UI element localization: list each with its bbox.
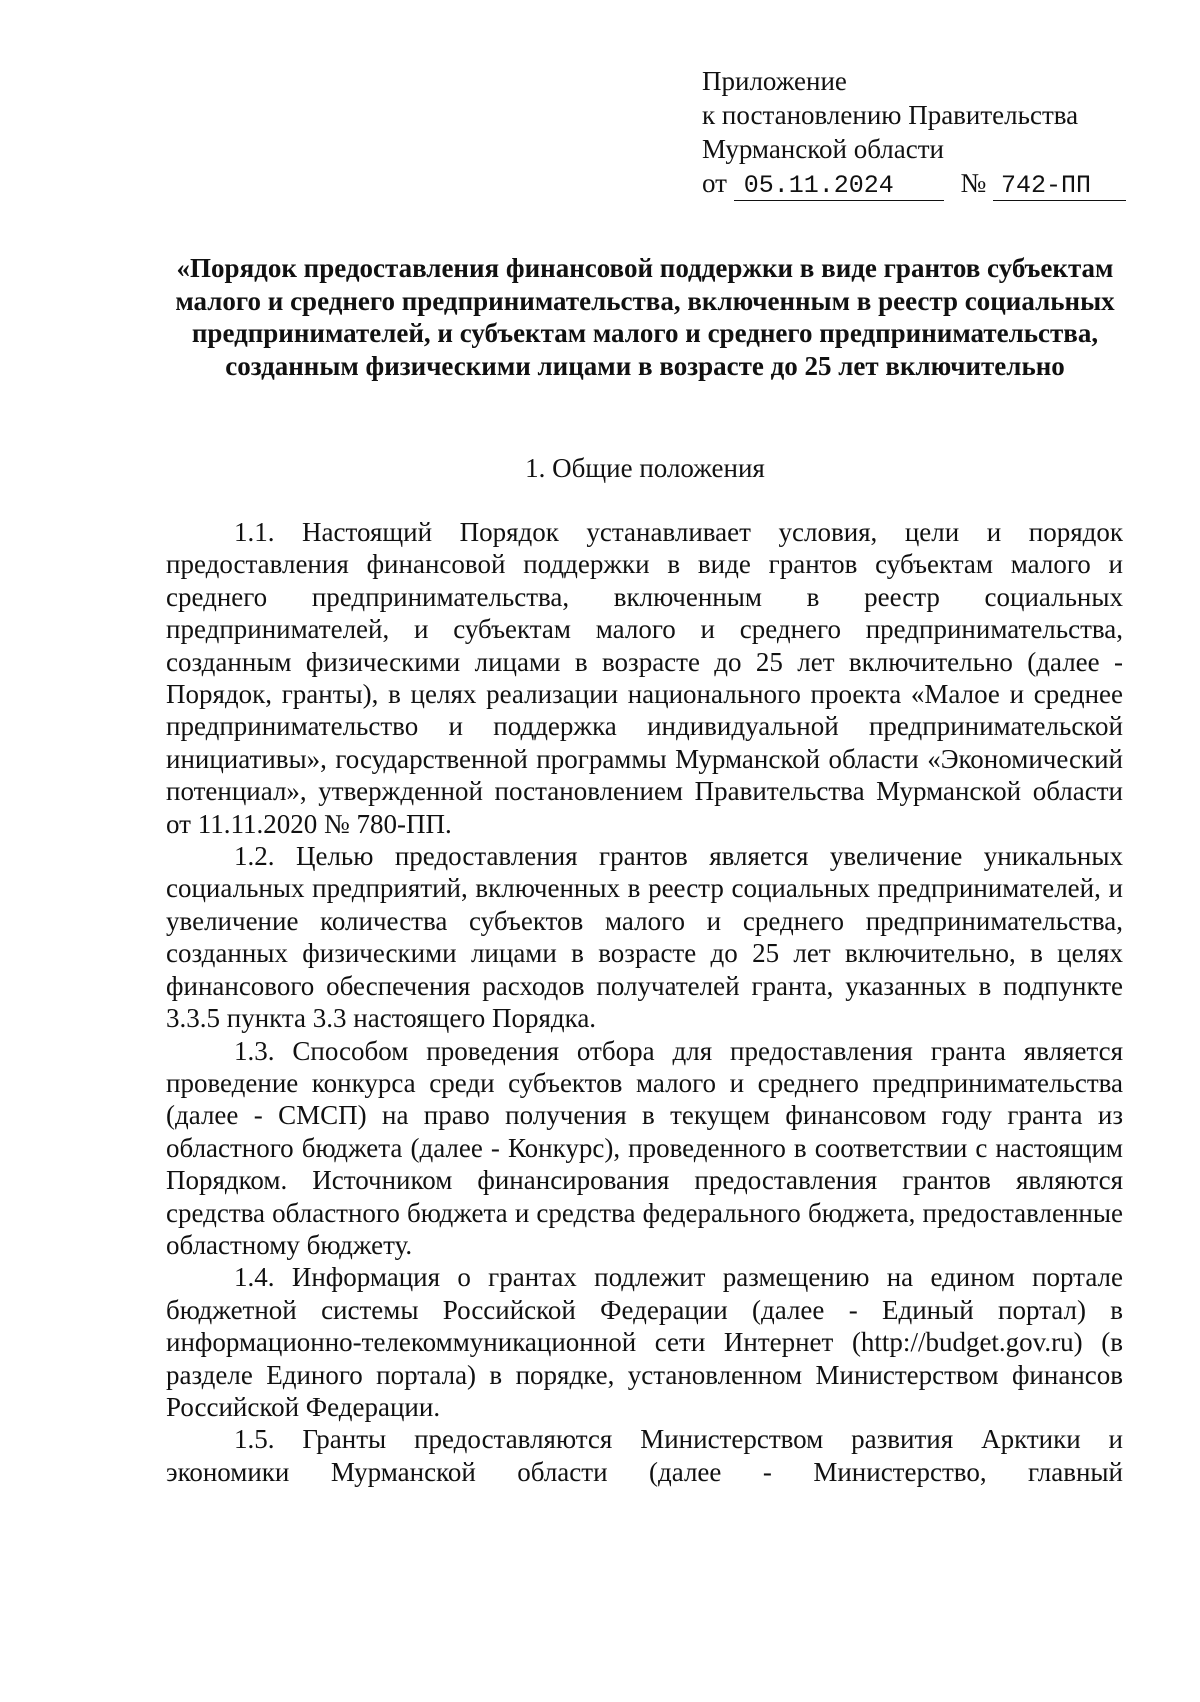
resolution-date: 05.11.2024 bbox=[734, 172, 944, 201]
from-label: от bbox=[702, 168, 727, 198]
clause-1-5: 1.5. Гранты предоставляются Министерством развития Арктики и экономики Мурманской области (далее - Министерство, главный bbox=[166, 1424, 1123, 1487]
clause-1-4: 1.4. Информация о грантах подлежит размещению на едином портале бюджетной системы Российской Федерации (далее - Единый портал) в информационно-телекоммуникационной сети Интернет (http://budget.gov.ru) (в разделе Единого портала) в порядке, установленном Министерством финансов Российской Федерации. bbox=[166, 1262, 1123, 1422]
section-heading: 1. Общие положения bbox=[525, 453, 765, 483]
number-label: № bbox=[960, 168, 987, 198]
document-title: «Порядок предоставления финансовой поддержки в виде грантов субъектам малого и среднего предпринимательства, включенным в реестр социальных предпринимателей, и субъектам малого и среднего предпринимательства, созданным физическими лицами в возрасте до 25 лет включительно bbox=[175, 253, 1115, 381]
document-body bbox=[166, 516, 1123, 1488]
appendix-block bbox=[702, 64, 1126, 201]
appendix-resolution-line: к постановлению Правительства bbox=[702, 100, 1079, 130]
appendix-label: Приложение bbox=[702, 66, 847, 96]
clause-1-1: 1.1. Настоящий Порядок устанавливает условия, цели и порядок предоставления финансовой поддержки в виде грантов субъектам малого и среднего предпринимательства, включенным в реестр социальных предпринимателей, и субъектам малого и среднего предпринимательства, созданным физическими лицами в возрасте до 25 лет включительно (далее - Порядок, гранты), в целях реализации национального проекта «Малое и среднее предпринимательство и поддержка индивидуальной предпринимательской инициативы», государственной программы Мурманской области «Экономический потенциал», утвержденной постановлением Правительства Мурманской области от 11.11.2020 № 780-ПП. bbox=[166, 517, 1123, 839]
resolution-number: 742-ПП bbox=[993, 172, 1126, 201]
appendix-date-number-line bbox=[702, 166, 1126, 201]
clause-1-3: 1.3. Способом проведения отбора для предоставления гранта является проведение конкурса среди субъектов малого и среднего предпринимательства (далее - СМСП) на право получения в текущем финансовом году гранта из областного бюджета (далее - Конкурс), проведенного в соответствии с настоящим Порядком. Источником финансирования предоставления грантов являются средства областного бюджета и средства федерального бюджета, предоставленные областному бюджету. bbox=[166, 1035, 1123, 1260]
clause-1-2: 1.2. Целью предоставления грантов является увеличение уникальных социальных предприятий, включенных в реестр социальных предпринимателей, и увеличение количества субъектов малого и среднего предпринимательства, созданных физическими лицами в возрасте до 25 лет включительно, в целях финансового обеспечения расходов получателей гранта, указанных в подпункте 3.3.5 пункта 3.3 настоящего Порядка. bbox=[166, 841, 1123, 1034]
appendix-region-line: Мурманской области bbox=[702, 134, 944, 164]
